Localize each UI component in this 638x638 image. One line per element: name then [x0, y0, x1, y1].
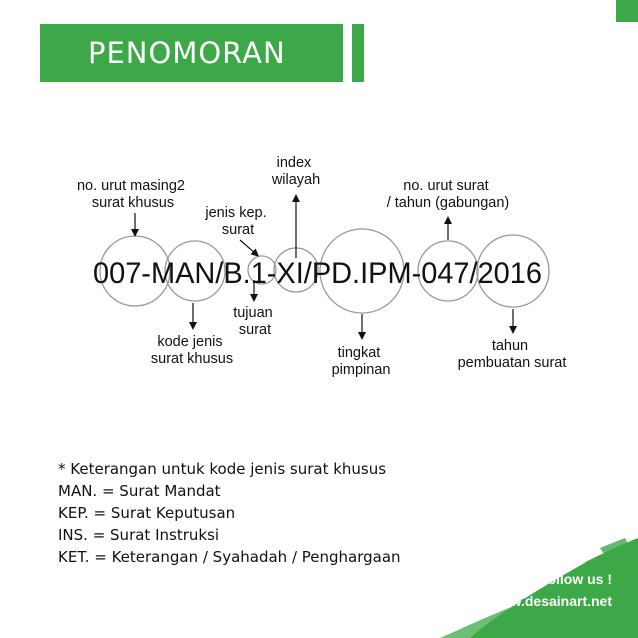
label-tingkat-pimpinan: tingkat pimpinan [331, 345, 391, 378]
website-link[interactable]: www.desainart.net [488, 593, 612, 609]
label-no-urut-surat: no. urut surat / tahun (gabungan) [386, 178, 510, 211]
label-jenis-kep: jenis kep. surat [205, 205, 267, 238]
label-tujuan-surat: tujuan surat [233, 305, 273, 338]
notes-section [58, 458, 401, 568]
arrow-jenis-kep [240, 240, 256, 254]
label-kode-jenis: kode jenis surat khusus [150, 334, 234, 367]
note-item-ins: INS. = Surat Instruksi [58, 526, 220, 544]
notes-heading: * Keterangan untuk kode jenis surat khusus [58, 460, 387, 478]
label-no-urut-masing: no. urut masing2 surat khusus [76, 178, 185, 211]
label-index-wilayah: index wilayah [271, 155, 321, 188]
follow-block [489, 568, 612, 612]
page-title: PENOMORAN [88, 36, 286, 70]
note-item-man: MAN. = Surat Mandat [58, 482, 221, 500]
follow-text: Follow us ! [538, 571, 612, 587]
note-item-kep: KEP. = Surat Keputusan [58, 504, 236, 522]
label-tahun-pembuatan: tahun pembuatan surat [457, 338, 567, 371]
nomor-surat-code: 007-MAN/B.1-XI/PD.IPM-047/2016 [93, 257, 542, 290]
note-item-ket: KET. = Keterangan / Syahadah / Penghargaan [58, 548, 401, 566]
